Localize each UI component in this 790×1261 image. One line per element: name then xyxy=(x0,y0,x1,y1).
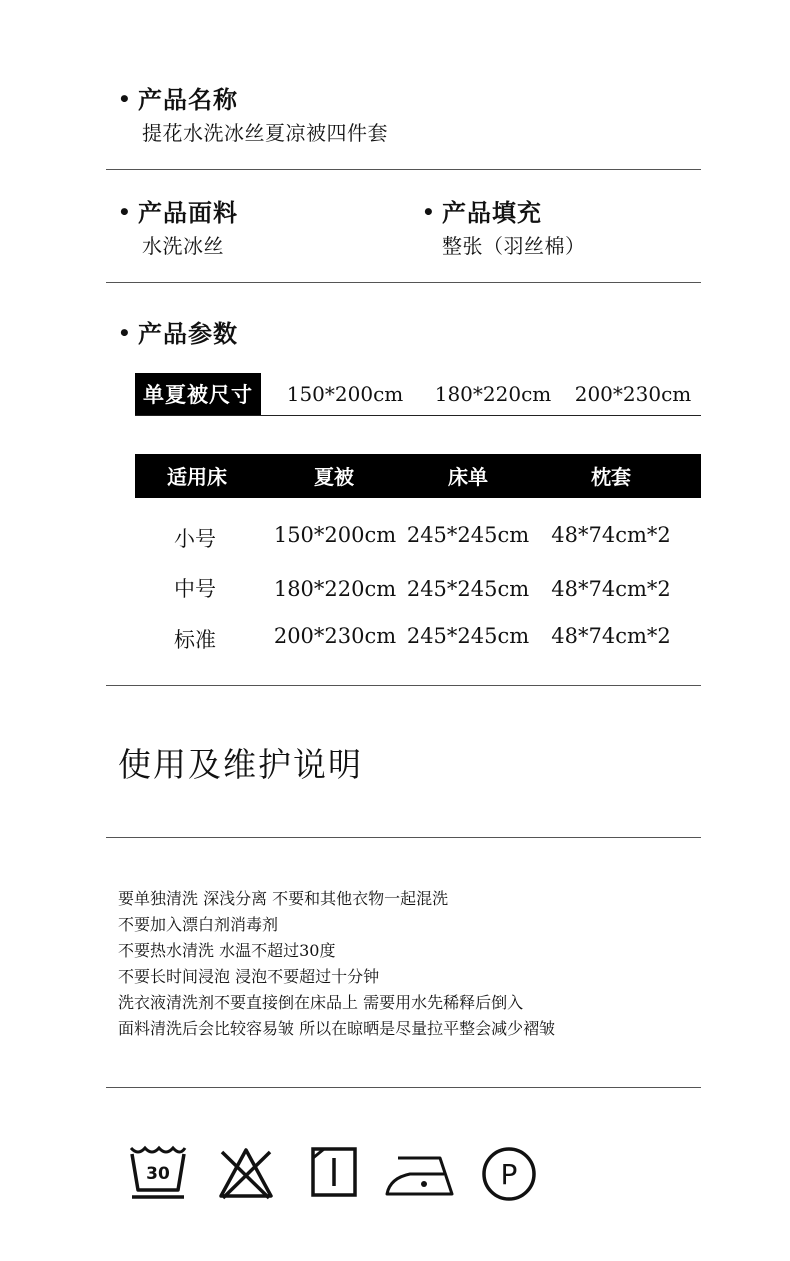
divider xyxy=(106,282,701,283)
table-cell: 150*200cm xyxy=(273,523,397,547)
product-name-title: • 产品名称 xyxy=(118,80,238,115)
divider xyxy=(106,1087,701,1088)
divider xyxy=(106,169,701,170)
care-instructions xyxy=(118,886,555,1042)
care-line: 面料清洗后会比较容易皱 所以在晾晒是尽量拉平整会减少褶皱 xyxy=(118,1019,556,1038)
filling-value: 整张（羽丝棉） xyxy=(442,234,586,258)
column-header: 适用床 xyxy=(167,465,227,489)
table-cell: 48*74cm*2 xyxy=(551,577,671,601)
care-line: 不要长时间浸泡 浸泡不要超过十分钟 xyxy=(118,967,380,986)
table-cell: 245*245cm xyxy=(406,624,530,648)
table-cell: 200*230cm xyxy=(273,624,397,648)
dry-clean-letter: P xyxy=(500,1158,518,1191)
column-header: 枕套 xyxy=(591,465,631,489)
care-title: 使用及维护说明 xyxy=(118,745,363,784)
size-value: 200*230cm xyxy=(574,382,692,406)
fabric-title: • 产品面料 xyxy=(118,193,238,228)
wash-30-icon xyxy=(128,1144,188,1200)
professional-dry-clean-p-icon xyxy=(481,1146,537,1202)
filling-title: • 产品填充 xyxy=(422,193,542,228)
column-header: 床单 xyxy=(448,465,488,489)
table-cell: 245*245cm xyxy=(406,523,530,547)
params-title: • 产品参数 xyxy=(118,314,238,349)
no-bleach-icon xyxy=(217,1146,275,1200)
table-cell: 48*74cm*2 xyxy=(551,624,671,648)
table-cell: 180*220cm xyxy=(273,577,397,601)
care-line: 要单独清洗 深浅分离 不要和其他衣物一起混洗 xyxy=(118,889,449,908)
iron-low-icon xyxy=(384,1148,456,1198)
product-name-value: 提花水洗冰丝夏凉被四件套 xyxy=(142,121,388,145)
spec-table-header xyxy=(135,454,701,498)
size-value: 150*200cm xyxy=(286,382,404,406)
divider xyxy=(106,685,701,686)
hang-dry-icon xyxy=(310,1146,358,1198)
table-cell: 小号 xyxy=(174,527,216,551)
size-value: 180*220cm xyxy=(434,382,552,406)
size-row xyxy=(135,373,701,416)
table-cell: 245*245cm xyxy=(406,577,530,601)
table-cell: 48*74cm*2 xyxy=(551,523,671,547)
care-line: 洗衣液清洗剂不要直接倒在床品上 需要用水先稀释后倒入 xyxy=(118,993,524,1012)
divider xyxy=(106,837,701,838)
table-cell: 中号 xyxy=(174,577,216,601)
column-header: 夏被 xyxy=(314,465,354,489)
care-line: 不要加入漂白剂消毒剂 xyxy=(118,915,279,934)
size-row-label: 单夏被尺寸 xyxy=(135,373,261,415)
wash-temperature: 30 xyxy=(146,1164,170,1184)
care-line: 不要热水清洗 水温不超过30度 xyxy=(118,941,336,960)
fabric-value: 水洗冰丝 xyxy=(142,234,224,258)
table-cell: 标准 xyxy=(174,628,216,652)
